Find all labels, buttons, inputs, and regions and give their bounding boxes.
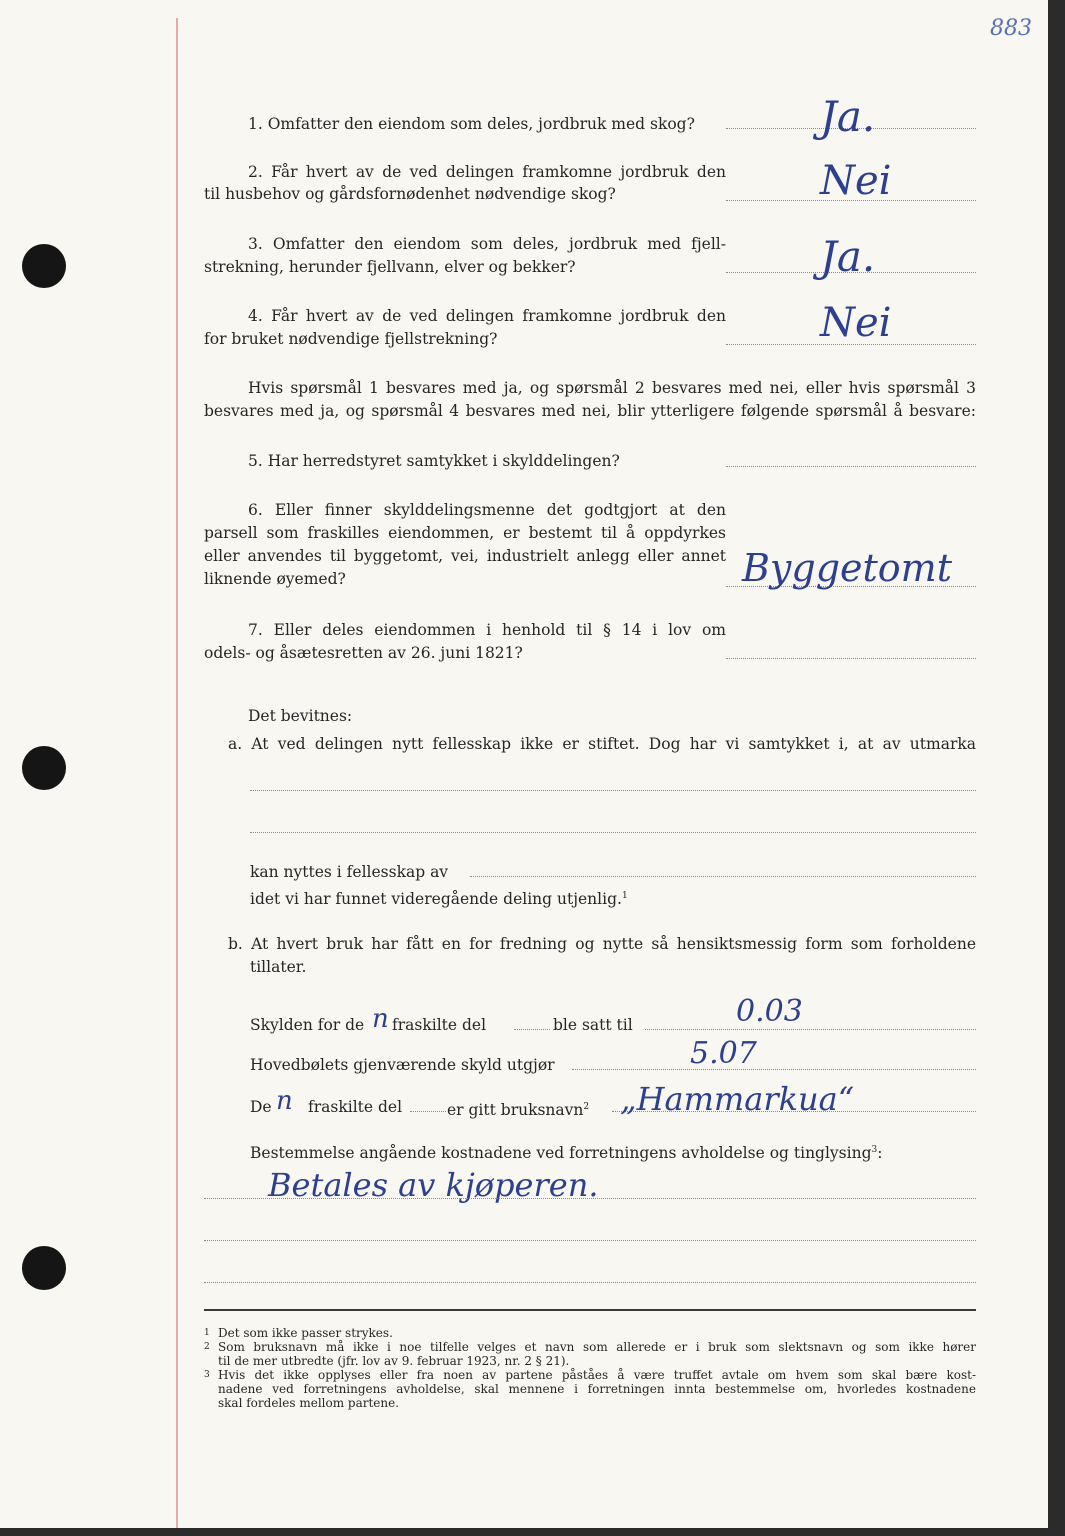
- skyld-label-1: Skylden for de: [250, 1016, 365, 1034]
- answer-6: Byggetomt: [742, 546, 952, 590]
- question-4-line-2: for bruket nødvendige fjellstrekning?: [204, 330, 498, 348]
- question-6-line-3: eller anvendes til byggetomt, vei, industrielt anlegg eller annet: [204, 547, 726, 565]
- blank-line: [204, 1240, 976, 1241]
- blank-line: [250, 832, 976, 833]
- felles-label: kan nyttes i fellesskap av: [250, 863, 449, 881]
- hovedbol-label: Hovedbølets gjenværende skyld utgjør: [250, 1056, 555, 1074]
- question-1: 1. Omfatter den eiendom som deles, jordbruk med skog?: [248, 115, 695, 133]
- footnote-ref: 3: [871, 1145, 878, 1155]
- bruksnavn-label-1: De: [250, 1098, 272, 1116]
- footnote-3-line-2: nadene ved forretningens avholdelse, skal mennene i forretningen innta bestemmelse om, hvorledes kostnadene: [218, 1382, 976, 1396]
- margin-line: [176, 18, 178, 1528]
- blank-line: [645, 1029, 976, 1030]
- footnote-rule: [204, 1309, 976, 1311]
- answer-3: Ja.: [820, 232, 876, 281]
- answer-line: [726, 658, 976, 659]
- footnote-3-line-1: Hvis det ikke opplyses eller fra noen av partene påståes å være truffet avtale om hvem som skal bære kost-: [218, 1368, 976, 1382]
- bruksnavn-label-2: fraskilte del: [308, 1098, 403, 1116]
- footnote-1: Det som ikke passer strykes.: [218, 1326, 393, 1340]
- condition-line-2: besvares med ja, og spørsmål 4 besvares med nei, blir ytterligere følgende spørsmål å besvare:: [204, 402, 976, 420]
- answer-2: Nei: [820, 158, 892, 204]
- hand-n: n: [372, 1004, 389, 1034]
- bevitnes-a: a. At ved delingen nytt fellesskap ikke er stiftet. Dog har vi samtykket i, at av utmarka: [228, 735, 976, 753]
- bevitnes-b-line-1: b. At hvert bruk har fått en for fredning og nytte så hensiktsmessig form som forholdene: [228, 935, 976, 953]
- page-number: 883: [990, 16, 1032, 41]
- blank-line: [514, 1029, 550, 1030]
- answer-4: Nei: [820, 300, 892, 346]
- footnote-2-line-1: Som bruksnavn må ikke i noe tilfelle velges et navn som allerede er i bruk som slektsnavn og som ikke hører: [218, 1340, 976, 1354]
- punch-hole: [22, 746, 66, 790]
- question-4-line-1: 4. Får hvert av de ved delingen framkomne jordbruk den: [248, 307, 726, 325]
- question-3-line-2: strekning, herunder fjellvann, elver og bekker?: [204, 258, 576, 276]
- blank-line: [250, 790, 976, 791]
- punch-hole: [22, 1246, 66, 1290]
- blank-line: [204, 1198, 976, 1199]
- hovedbol-value: 5.07: [690, 1036, 757, 1071]
- question-7-line-1: 7. Eller deles eiendommen i henhold til § 14 i lov om: [248, 621, 726, 639]
- skyld-label-2: fraskilte del: [392, 1016, 487, 1034]
- blank-line: [410, 1111, 446, 1112]
- question-2-line-2: til husbehov og gårdsfornødenhet nødvendige skog?: [204, 185, 616, 203]
- footnote-ref: 1: [621, 891, 628, 901]
- question-3-line-1: 3. Omfatter den eiendom som deles, jordbruk med fjell-: [248, 235, 726, 253]
- question-6-line-2: parsell som fraskilles eiendommen, er bestemt til å oppdyrkes: [204, 524, 726, 542]
- blank-line: [572, 1069, 976, 1070]
- footnote-ref: 2: [583, 1102, 590, 1112]
- question-6-line-4: liknende øyemed?: [204, 570, 346, 588]
- question-7-line-2: odels- og åsætesretten av 26. juni 1821?: [204, 644, 523, 662]
- footnote-num: 1: [204, 1328, 210, 1338]
- footnote-3-line-3: skal fordeles mellom partene.: [218, 1396, 400, 1410]
- bevitnes-b-line-2: tillater.: [250, 958, 307, 976]
- question-6-line-1: 6. Eller finner skylddelingsmenne det godtgjort at den: [248, 501, 726, 519]
- question-2-line-1: 2. Får hvert av de ved delingen framkomne jordbruk den: [248, 163, 726, 181]
- skyld-label-3: ble satt til: [553, 1016, 633, 1034]
- bruksnavn-label-3: er gitt bruksnavn$^2$: [447, 1101, 590, 1120]
- condition-line-1: Hvis spørsmål 1 besvares med ja, og spørsmål 2 besvares med nei, eller hvis spørsmål 3: [248, 379, 976, 397]
- footnote-num: 3: [204, 1370, 210, 1380]
- punch-hole: [22, 244, 66, 288]
- blank-line: [204, 1282, 976, 1283]
- hand-n: n: [276, 1086, 293, 1116]
- idet-line: idet vi har funnet videregående deling utjenlig.$^1$: [250, 890, 628, 909]
- footnote-num: 2: [204, 1342, 210, 1352]
- bevitnes-heading: Det bevitnes:: [248, 707, 353, 725]
- bruksnavn-value: „Hammarkua“: [620, 1080, 855, 1118]
- skyld-value: 0.03: [736, 994, 803, 1029]
- answer-1: Ja.: [820, 92, 876, 141]
- question-5: 5. Har herredstyret samtykket i skylddelingen?: [248, 452, 620, 470]
- footnote-2-line-2: til de mer utbredte (jfr. lov av 9. februar 1923, nr. 2 § 21).: [218, 1354, 570, 1368]
- kostnader-value: Betales av kjøperen.: [268, 1166, 599, 1204]
- kostnader-label: Bestemmelse angående kostnadene ved forretningens avholdelse og tinglysing$^3$:: [250, 1144, 883, 1163]
- answer-line: [726, 466, 976, 467]
- blank-line: [470, 876, 976, 877]
